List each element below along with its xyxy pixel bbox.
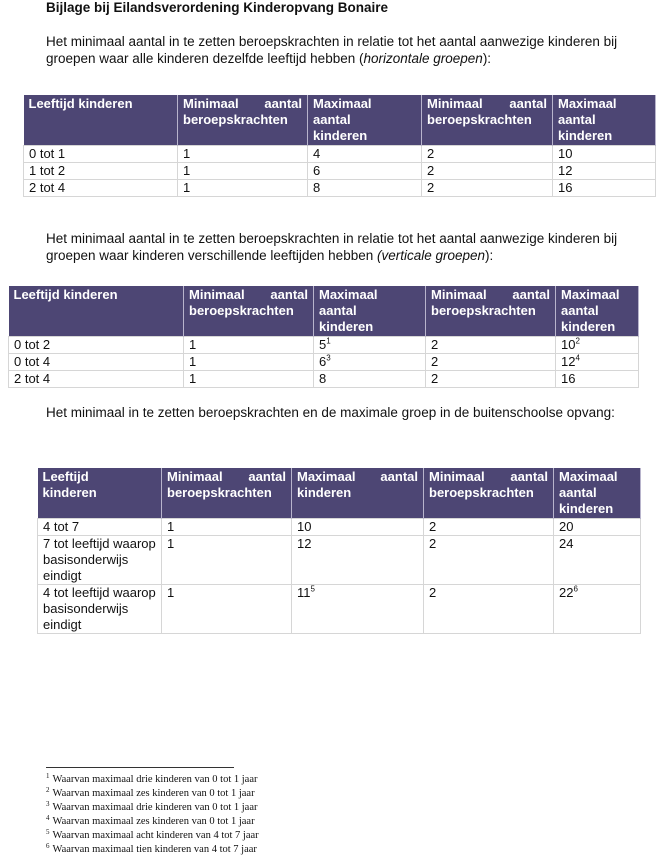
header-min-staff-2: Minimaal aantal beroepskrachten (422, 95, 553, 146)
cell-value: 16 (558, 180, 573, 195)
footnote-text: Waarvan maximaal drie kinderen van 0 tot 1 jaar (52, 802, 258, 813)
table-cell (162, 585, 292, 634)
cell-value: 2 (431, 337, 439, 352)
table-cell (422, 163, 553, 180)
header-min-staff: Minimaal aantal beroepskrachten (162, 468, 292, 519)
cell-value: 2 (429, 585, 437, 600)
table-cell (308, 163, 422, 180)
cell-value: 1 (189, 354, 197, 369)
cell-value: 0 tot 1 (29, 146, 66, 161)
table-cell (178, 163, 308, 180)
document-title: Bijlage bij Eilandsverordening Kinderopvang Bonaire (46, 0, 389, 15)
footnotes (46, 773, 259, 857)
header-max-children: Maximaal aantal kinderen (292, 468, 424, 519)
table-cell (314, 337, 426, 354)
cell-value: 10 (297, 519, 312, 534)
table-cell (162, 536, 292, 585)
cell-value: 12 (561, 354, 576, 369)
intro-horizontal-groups (46, 33, 646, 67)
cell-value: 12 (558, 163, 573, 178)
cell-value: 1 (189, 371, 197, 386)
table-cell (38, 519, 162, 536)
cell-value: 1 (183, 163, 191, 178)
cell-value: 22 (559, 585, 574, 600)
para-text: Het minimaal aantal in te zetten beroepskrachten in relatie tot het aantal aanwezige kinderen bij groepen waar kinderen verschillende leeftijden hebben (46, 231, 618, 263)
footnote-ref: 4 (575, 353, 580, 363)
table-cell (9, 371, 184, 388)
footnote (46, 773, 259, 787)
cell-value: 0 tot 4 (14, 354, 51, 369)
cell-value: 7 tot leeftijd waarop basisonderwijs eindigt (43, 536, 156, 583)
header-word-min: Minimaal (429, 469, 485, 484)
intro-vertical-groups (46, 230, 646, 264)
table-cell (24, 146, 178, 163)
table-cell (553, 180, 656, 197)
header-word-max: Maximaal (297, 469, 356, 484)
cell-value: 2 tot 4 (29, 180, 66, 195)
table-cell (424, 585, 554, 634)
table-cell (308, 180, 422, 197)
table-cell (556, 337, 639, 354)
footnote (46, 829, 259, 843)
header-min-staff-2: Minimaal aantal beroepskrachten (424, 468, 554, 519)
cell-value: 5 (319, 337, 327, 352)
table-cell (292, 585, 424, 634)
header-word-min: Minimaal (183, 96, 239, 111)
table-header-row (9, 286, 639, 337)
footnote (46, 787, 259, 801)
table-cell (9, 354, 184, 371)
cell-value: 4 tot 7 (43, 519, 80, 534)
footnote-number: 1 (46, 771, 50, 780)
cell-value: 2 (431, 371, 439, 386)
header-max-children-2: Maximaal aantal kinderen (556, 286, 639, 337)
table-cell (554, 536, 641, 585)
table-cell (556, 354, 639, 371)
table-cell (308, 146, 422, 163)
table-row (9, 354, 639, 371)
table-cell (38, 536, 162, 585)
table-row (38, 519, 641, 536)
footnote-number: 5 (46, 827, 50, 836)
header-min-staff: Minimaal aantal beroepskrachten (184, 286, 314, 337)
cell-value: 1 tot 2 (29, 163, 66, 178)
table-row (24, 180, 656, 197)
table-row (38, 585, 641, 634)
header-word-min: Minimaal (431, 287, 487, 302)
cell-value: 6 (313, 163, 321, 178)
para-end: ): (482, 51, 492, 66)
cell-value: 2 (429, 519, 437, 534)
footnote-number: 4 (46, 813, 50, 822)
header-word-aantal: aantal (264, 96, 302, 111)
table-row (24, 163, 656, 180)
footnote (46, 843, 259, 857)
cell-value: 8 (313, 180, 321, 195)
table1-body (24, 146, 656, 197)
para-end: ): (485, 248, 494, 263)
header-word-min: Minimaal (167, 469, 223, 484)
cell-value: 20 (559, 519, 574, 534)
table-row (38, 536, 641, 585)
footnote-number: 3 (46, 799, 50, 808)
header-word-aantal: aantal (270, 287, 308, 302)
table-cell (314, 354, 426, 371)
header-word-aantal: aantal (248, 469, 286, 484)
footnote-ref: 5 (310, 584, 315, 594)
table-header-row (38, 468, 641, 519)
footnote-ref: 3 (326, 353, 331, 363)
table-cell (553, 163, 656, 180)
footnote-text: Waarvan maximaal acht kinderen van 4 tot 7 jaar (52, 830, 259, 841)
table-cell (292, 536, 424, 585)
table-row (9, 371, 639, 388)
table-cell (426, 354, 556, 371)
footnote (46, 801, 259, 815)
cell-value: 2 (429, 536, 437, 551)
table-after-school (37, 468, 641, 634)
header-word-aantal: aantal (380, 469, 418, 484)
table-cell (178, 180, 308, 197)
footnote-text: Waarvan maximaal zes kinderen van 0 tot 1 jaar (52, 816, 255, 827)
table-header-row (24, 95, 656, 146)
cell-value: 16 (561, 371, 576, 386)
cell-value: 1 (183, 146, 191, 161)
header-age: Leeftijd kinderen (9, 286, 184, 337)
cell-value: 8 (319, 371, 327, 386)
footnote-text: Waarvan maximaal zes kinderen van 0 tot 1 jaar (52, 788, 255, 799)
table-cell (422, 146, 553, 163)
cell-value: 10 (561, 337, 576, 352)
header-max-children-2: Maximaal aantal kinderen (554, 468, 641, 519)
cell-value: 4 (313, 146, 321, 161)
cell-value: 2 (427, 146, 435, 161)
table-cell (553, 146, 656, 163)
table-cell (426, 371, 556, 388)
cell-value: 10 (558, 146, 573, 161)
cell-value: 1 (167, 519, 175, 534)
cell-value: 2 (427, 180, 435, 195)
table-cell (424, 536, 554, 585)
table-cell (426, 337, 556, 354)
cell-value: 1 (183, 180, 191, 195)
para-text: Het minimaal aantal in te zetten beroepskrachten in relatie tot het aantal aanwezige kinderen bij groepen waar alle kinderen dezelfde leeftijd hebben ( (46, 34, 618, 66)
table-cell (184, 371, 314, 388)
header-word-min: Minimaal (427, 96, 483, 111)
cell-value: 4 tot leeftijd waarop basisonderwijs eindigt (43, 585, 156, 632)
table-cell (9, 337, 184, 354)
footnote-text: Waarvan maximaal tien kinderen van 4 tot 7 jaar (52, 844, 257, 855)
para-italic: (verticale groepen (376, 248, 486, 263)
table-cell (24, 163, 178, 180)
table-row (24, 146, 656, 163)
cell-value: 2 tot 4 (14, 371, 51, 386)
header-max-children-2: Maximaal aantal kinderen (553, 95, 656, 146)
header-age: Leeftijd kinderen (38, 468, 162, 519)
cell-value: 1 (189, 337, 197, 352)
cell-value: 2 (431, 354, 439, 369)
table-cell (422, 180, 553, 197)
cell-value: 0 tot 2 (14, 337, 51, 352)
table-cell (292, 519, 424, 536)
header-word-aantal: aantal (512, 287, 550, 302)
table-cell (314, 371, 426, 388)
header-max-children: Maximaal aantal kinderen (314, 286, 426, 337)
footnote-ref: 6 (573, 584, 578, 594)
table-cell (24, 180, 178, 197)
table-cell (554, 519, 641, 536)
header-word-aantal: aantal (510, 469, 548, 484)
footnote-number: 2 (46, 785, 50, 794)
header-word-min: Minimaal (189, 287, 245, 302)
table-cell (554, 585, 641, 634)
table2-body (9, 337, 639, 388)
footnote-text: Waarvan maximaal drie kinderen van 0 tot 1 jaar (52, 774, 258, 785)
header-max-children: Maximaal aantal kinderen (308, 95, 422, 146)
cell-value: 12 (297, 536, 312, 551)
cell-value: 6 (319, 354, 327, 369)
cell-value: 24 (559, 536, 574, 551)
footnote-divider (46, 767, 234, 768)
header-min-staff: Minimaal aantal beroepskrachten (178, 95, 308, 146)
table-cell (38, 585, 162, 634)
footnote (46, 815, 259, 829)
table-cell (184, 337, 314, 354)
cell-value: 1 (167, 585, 175, 600)
cell-value: 2 (427, 163, 435, 178)
intro-after-school: Het minimaal in te zetten beroepskrachten en de maximale groep in de buitenschoolse opvang: (46, 405, 615, 420)
para-italic: horizontale groepen (363, 51, 483, 66)
footnote-ref: 1 (326, 336, 331, 346)
cell-value: 1 (167, 536, 175, 551)
footnote-number: 6 (46, 841, 50, 850)
header-min-staff-2: Minimaal aantal beroepskrachten (426, 286, 556, 337)
table-cell (184, 354, 314, 371)
table3-body (38, 519, 641, 634)
table-row (9, 337, 639, 354)
header-word-aantal: aantal (509, 96, 547, 111)
footnote-ref: 2 (575, 336, 580, 346)
table-vertical-groups (8, 286, 639, 388)
table-cell (178, 146, 308, 163)
table-horizontal-groups (23, 95, 656, 197)
table-cell (424, 519, 554, 536)
table-cell (556, 371, 639, 388)
cell-value: 11 (297, 585, 311, 600)
table-cell (162, 519, 292, 536)
header-age: Leeftijd kinderen (24, 95, 178, 146)
